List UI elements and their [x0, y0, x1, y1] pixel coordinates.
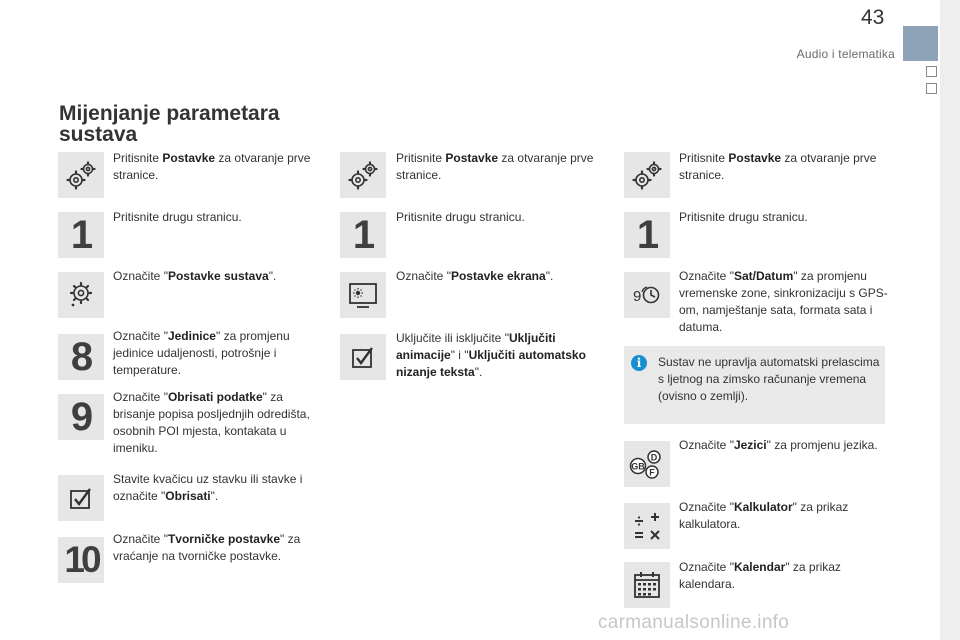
settings-icon	[624, 152, 670, 198]
page-number: 43	[861, 6, 885, 29]
languages-icon	[624, 441, 670, 487]
step-text: Označite "Jezici" za promjenu jezika.	[679, 438, 878, 452]
settings-icon	[58, 152, 104, 198]
step-text: Označite "Jedinice" za promjenu jedinice udaljenosti, potrošnje i temperature.	[113, 329, 290, 377]
chapter-tab	[903, 26, 938, 61]
watermark: carmanualsonline.info	[598, 612, 790, 633]
step-number: 10	[58, 537, 104, 583]
step-text: Označite "Postavke sustava".	[113, 269, 277, 283]
info-note	[624, 346, 885, 424]
step-number: 8	[58, 334, 104, 380]
svg-text:9: 9	[633, 288, 642, 305]
settings-icon	[340, 152, 386, 198]
language-label: F	[649, 467, 655, 478]
calculator-icon	[624, 503, 670, 549]
step-text: Stavite kvačicu uz stavku ili stavke i označite "Obrisati".	[113, 472, 303, 503]
step-number: 1	[624, 212, 670, 258]
screen-settings-icon	[340, 272, 386, 318]
calendar-icon	[624, 562, 670, 608]
step-text: Pritisnite Postavke za otvaranje prve stranice.	[113, 151, 311, 182]
step-text: Pritisnite drugu stranicu.	[679, 210, 808, 224]
step-text: Označite "Obrisati podatke" za brisanje popisa posljednjih odredišta, osobnih POI mjesta, kontakata u imeniku.	[113, 390, 310, 455]
system-settings-icon	[58, 272, 104, 318]
step-text: Pritisnite Postavke za otvaranje prve stranice.	[679, 151, 877, 182]
language-label: D	[650, 452, 658, 463]
step-number: 1	[58, 212, 104, 258]
note-text: Sustav ne upravlja automatski prelascima s ljetnog na zimsko računanje vremena (ovisno o zemlji).	[658, 355, 880, 403]
step-text: Pritisnite drugu stranicu.	[396, 210, 525, 224]
step-text: Pritisnite Postavke za otvaranje prve stranice.	[396, 151, 594, 182]
step-text: Označite "Kalkulator" za prikaz kalkulatora.	[679, 500, 849, 531]
step-number: 1	[340, 212, 386, 258]
info-icon: i	[631, 355, 647, 371]
checkbox-icon	[58, 475, 104, 521]
section-name: Audio i telematika	[796, 47, 895, 61]
time-date-icon	[624, 272, 670, 318]
step-text: Označite "Sat/Datum" za promjenu vremenske zone, sinkronizaciju s GPS-om, namještanje sata, formata sata i datuma.	[679, 269, 888, 334]
step-text: Označite "Tvorničke postavke" za vraćanje na tvorničke postavke.	[113, 532, 301, 563]
checkbox-icon	[340, 334, 386, 380]
step-number: 9	[58, 394, 104, 440]
step-text: Označite "Postavke ekrana".	[396, 269, 554, 283]
language-label: GB	[631, 461, 645, 472]
tab-marker-square	[926, 83, 937, 94]
step-text: Uključite ili isključite "Uključiti animacije" i "Uključiti automatsko nizanje teksta".	[396, 331, 586, 379]
step-text: Označite "Kalendar" za prikaz kalendara.	[679, 560, 841, 591]
page-title: Mijenjanje parametara sustava	[59, 102, 280, 146]
step-text: Pritisnite drugu stranicu.	[113, 210, 242, 224]
page-edge-strip	[940, 0, 960, 640]
tab-marker-square	[926, 66, 937, 77]
